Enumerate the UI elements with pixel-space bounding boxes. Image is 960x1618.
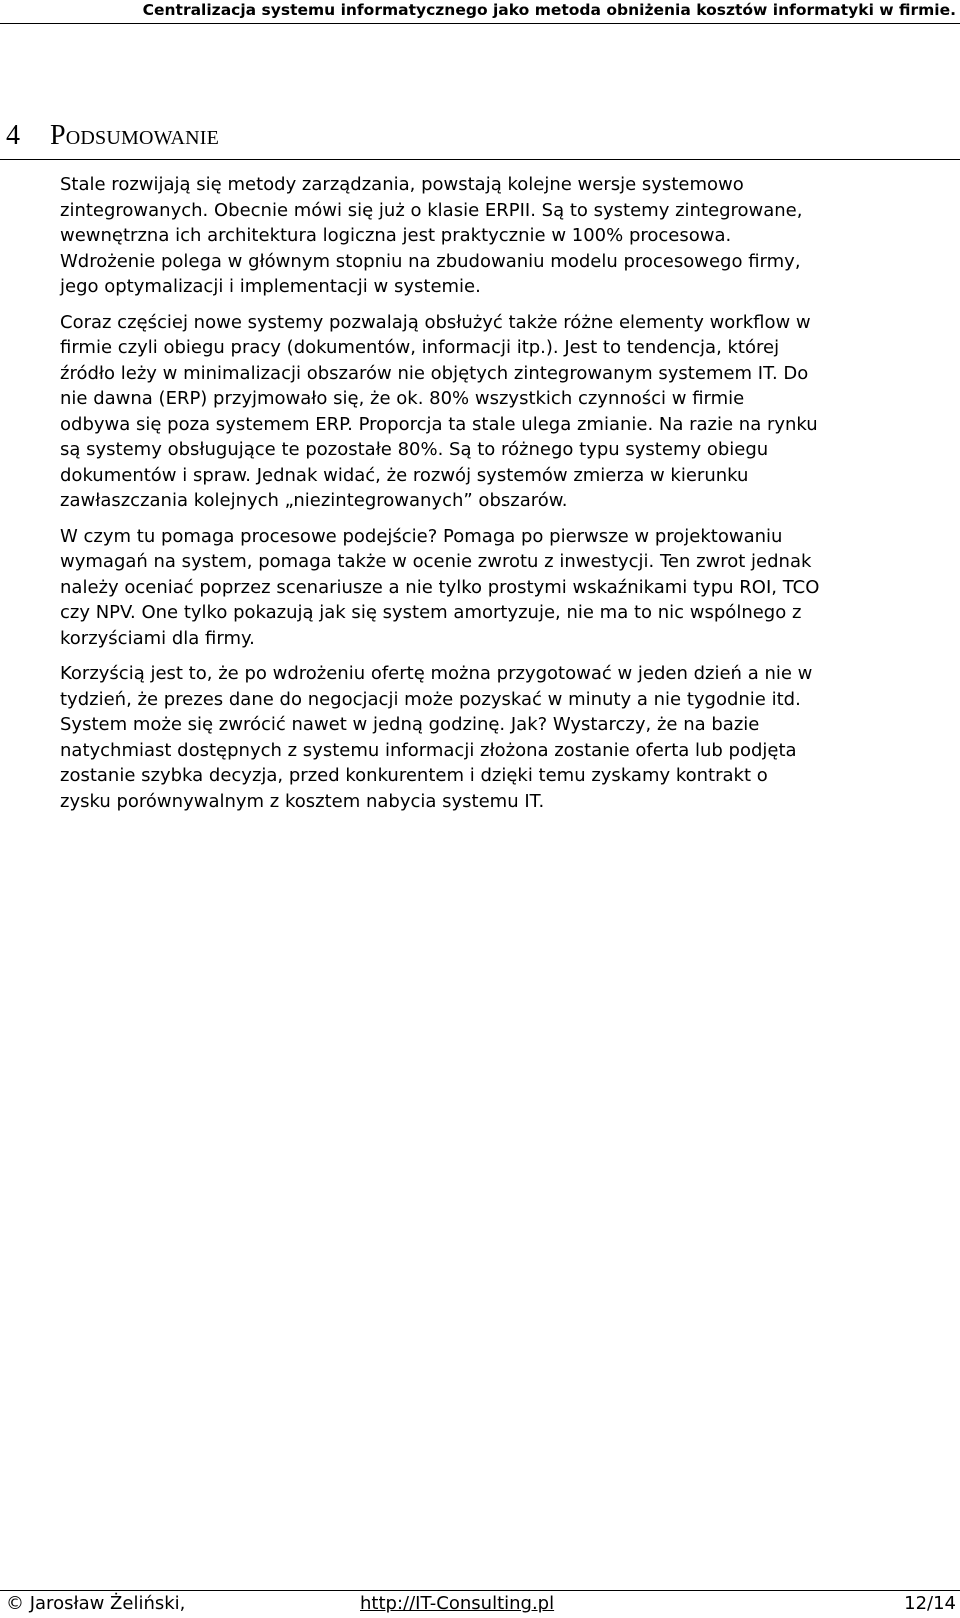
text-line: zostanie szybka decyzja, przed konkurentem i dzięki temu zyskamy kontrakt o xyxy=(60,765,768,786)
text-line: są systemy obsługujące te pozostałe 80%. Są to różnego typu systemy obiegu xyxy=(60,439,769,460)
text-line: odbywa się poza systemem ERP. Proporcja ta stale ulega zmianie. Na razie na rynku xyxy=(60,413,818,435)
text-line: dokumentów i spraw. Jednak widać, że rozwój systemów zmierza w kierunku xyxy=(60,464,749,486)
footer-author: © Jarosław Żeliński, xyxy=(6,1593,186,1614)
text-line: nie dawna (ERP) przyjmowało się, że ok. 80% wszystkich czynności w firmie xyxy=(60,388,745,409)
running-header-title: Centralizacja systemu informatycznego jako metoda obniżenia kosztów informatyki w firmie. xyxy=(142,1,956,19)
text-line: źródło leży w minimalizacji obszarów nie objętych zintegrowanym systemem IT. Do xyxy=(60,362,809,384)
text-line: wewnętrzna ich architektura logiczna jest praktycznie w 100% procesowa. xyxy=(60,225,732,246)
text-line: Wdrożenie polega w głównym stopniu na zbudowaniu modelu procesowego firmy, xyxy=(60,250,801,272)
text-line: natychmiast dostępnych z systemu informacji złożona zostanie oferta lub podjęta xyxy=(60,739,797,761)
text-line: zawłaszczania kolejnych „niezintegrowanych” obszarów. xyxy=(60,490,568,511)
section-title: Podsumowanie xyxy=(50,120,220,151)
footer-website-link[interactable]: http://IT-Consulting.pl xyxy=(360,1593,555,1614)
text-line: zintegrowanych. Obecnie mówi się już o klasie ERPII. Są to systemy zintegrowane, xyxy=(60,199,803,221)
text-line: tydzień, że prezes dane do negocjacji może pozyskać w minuty a nie tygodnie itd. xyxy=(60,688,801,710)
running-header xyxy=(0,0,960,24)
text-line: wymagań na system, pomaga także w ocenie zwrotu z inwestycji. Ten zwrot jednak xyxy=(60,551,812,572)
page-number: 12/14 xyxy=(904,1593,956,1614)
body-text xyxy=(60,172,960,814)
paragraph xyxy=(60,524,960,652)
text-line: firmie czyli obiegu pracy (dokumentów, informacji itp.). Jest to tendencja, której xyxy=(60,337,780,358)
section-number: 4 xyxy=(6,120,20,151)
running-footer xyxy=(0,1590,960,1618)
text-line: jego optymalizacji i implementacji w systemie. xyxy=(60,276,481,297)
text-line: zysku porównywalnym z kosztem nabycia systemu IT. xyxy=(60,790,545,812)
text-line: Korzyścią jest to, że po wdrożeniu ofertę można przygotować w jeden dzień a nie w xyxy=(60,663,813,684)
section-heading xyxy=(0,116,960,160)
text-line: korzyściami dla firmy. xyxy=(60,627,255,649)
text-line: Coraz częściej nowe systemy pozwalają obsłużyć także różne elementy workflow w xyxy=(60,311,811,333)
paragraph xyxy=(60,310,960,514)
text-line: System może się zwrócić nawet w jedną godzinę. Jak? Wystarczy, że na bazie xyxy=(60,714,760,735)
text-line: czy NPV. One tylko pokazują jak się system amortyzuje, nie ma to nic wspólnego z xyxy=(60,602,802,623)
text-line: należy oceniać poprzez scenariusze a nie tylko prostymi wskaźnikami typu ROI, TCO xyxy=(60,576,820,598)
paragraph xyxy=(60,661,960,814)
text-line: Stale rozwijają się metody zarządzania, powstają kolejne wersje systemowo xyxy=(60,174,744,195)
text-line: W czym tu pomaga procesowe podejście? Pomaga po pierwsze w projektowaniu xyxy=(60,525,783,547)
paragraph xyxy=(60,172,960,300)
